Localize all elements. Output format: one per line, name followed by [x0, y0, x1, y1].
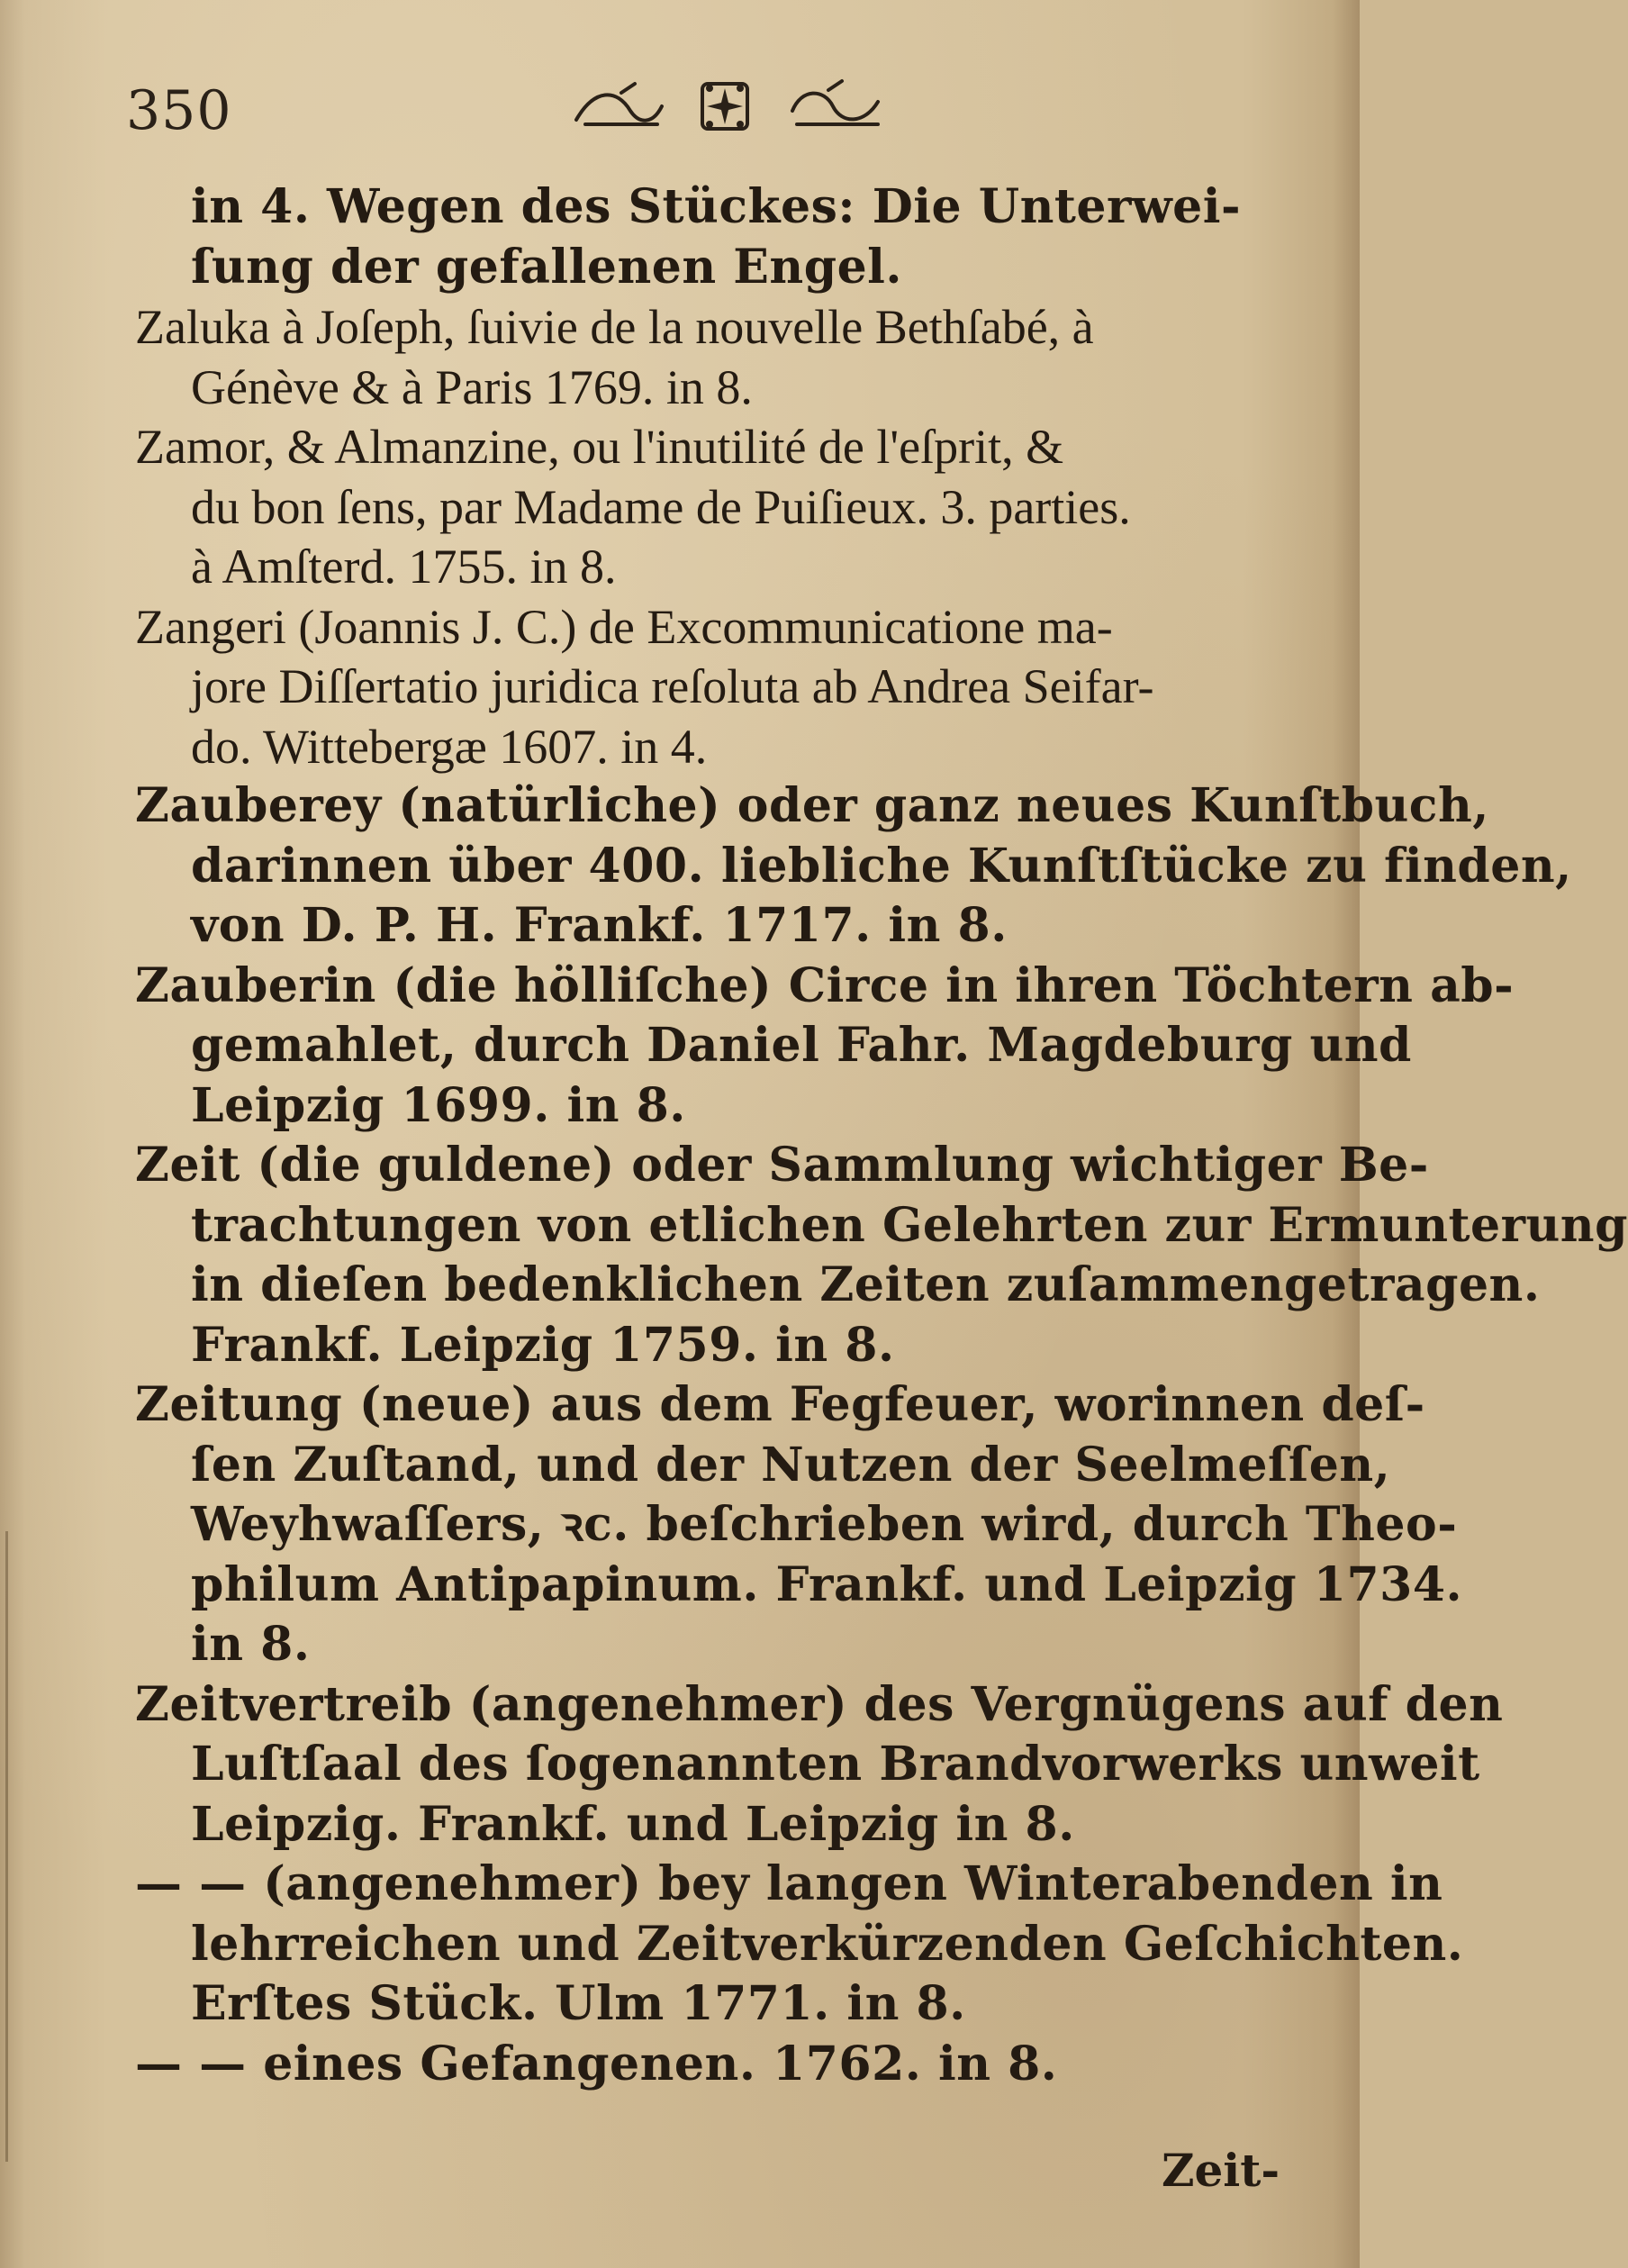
text-line: ſen Zuſtand, und der Nutzen der Seelmeſſen, — [191, 1437, 1391, 1492]
text-line: Zamor, & Almanzine, ou l'inutilité de l'eſprit, & — [135, 420, 1064, 474]
text-line: Zaluka à Joſeph, ſuivie de la nouvelle Bethſabé, à — [135, 300, 1094, 354]
page-number: 350 — [126, 79, 232, 142]
text-line: ſung der gefallenen Engel. — [191, 239, 903, 295]
text-line: Frankf. Leipzig 1759. in 8. — [191, 1317, 895, 1373]
text-line: — — eines Gefangenen. 1762. in 8. — [135, 2036, 1058, 2091]
text-line: à Amſterd. 1755. in 8. — [191, 540, 617, 594]
text-line: Génève & à Paris 1769. in 8. — [191, 359, 753, 414]
text-line: von D. P. H. Frankf. 1717. in 8. — [191, 898, 1008, 953]
text-line: in dieſen bedenklichen Zeiten zuſammengetragen. — [191, 1257, 1541, 1312]
text-line: do. Wittebergæ 1607. in 4. — [191, 719, 708, 774]
text-line: Zangeri (Joannis J. C.) de Excommunicatione ma- — [135, 599, 1113, 654]
text-line: darinnen über 400. liebliche Kunſtſtücke zu finden, — [191, 838, 1572, 894]
text-line: Zeitung (neue) aus dem Fegfeuer, worinnen deſ- — [135, 1377, 1425, 1432]
text-line: du bon ſens, par Madame de Puiſieux. 3. parties. — [191, 479, 1131, 534]
text-line: philum Antipapinum. Frankf. und Leipzig 1734. — [191, 1556, 1463, 1612]
text-line: lehrreichen und Zeitverkürzenden Geſchichten. — [191, 1916, 1464, 1972]
text-line: in 8. — [191, 1617, 311, 1672]
text-line: Leipzig 1699. in 8. — [191, 1077, 686, 1133]
text-line: gemahlet, durch Daniel Fahr. Magdeburg und — [191, 1018, 1412, 1073]
text-line: Zeitvertreib (angenehmer) des Vergnügens auf den — [135, 1676, 1504, 1732]
text-line: Zauberin (die hölliſche) Circe in ihren Töchtern ab- — [135, 957, 1515, 1013]
text-line: Erſtes Stück. Ulm 1771. in 8. — [191, 1976, 966, 2031]
text-line: Leipzig. Frankf. und Leipzig in 8. — [191, 1796, 1075, 1852]
header-ornament — [567, 70, 891, 142]
text-line: Zauberey (natürliche) oder ganz neues Kunſtbuch, — [135, 778, 1489, 833]
text-line: — — (angenehmer) bey langen Winterabenden in — [135, 1856, 1443, 1911]
page-edge-line — [5, 1531, 8, 2162]
text-line: trachtungen von etlichen Gelehrten zur Ermunterung — [191, 1197, 1628, 1253]
text-line: Weyhwaſſers, ꝛc. beſchrieben wird, durch Theo- — [191, 1497, 1458, 1552]
text-line: jore Diſſertatio juridica reſoluta ab Andrea Seifar- — [191, 659, 1154, 713]
text-line: Luſtſaal des ſogenannten Brandvorwerks unweit — [191, 1737, 1480, 1792]
catchword: Zeit- — [1162, 2144, 1280, 2197]
text-line: in 4. Wegen des Stückes: Die Unterwei- — [191, 179, 1242, 234]
text-line: Zeit (die guldene) oder Sammlung wichtiger Be- — [135, 1138, 1429, 1193]
